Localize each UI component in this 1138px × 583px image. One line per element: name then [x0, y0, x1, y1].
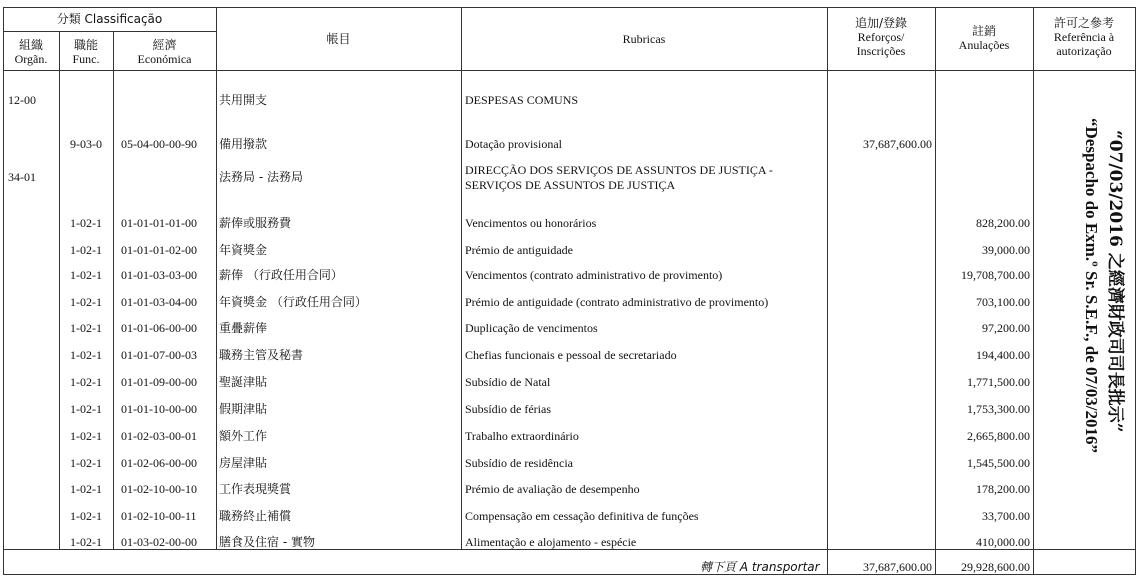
row-func-code: 1-02-1: [70, 375, 102, 389]
row-title-pt: Prémio de avaliação de desempenho: [465, 482, 640, 496]
row-title-cn: 年資獎金 （行政任用合同）: [219, 295, 367, 309]
row-title-cn: 薪俸 （行政任用合同）: [219, 268, 343, 282]
row-title-pt: Vencimentos (contrato administrativo de provimento): [465, 268, 723, 282]
row-title-pt: Subsídio de férias: [465, 402, 551, 416]
col-line-pt: [827, 7, 828, 575]
row-title-pt-line2: SERVIÇOS DE ASSUNTOS DE JUSTIÇA: [465, 178, 676, 192]
row-econ-code: 01-01-01-01-00: [121, 216, 197, 230]
header-reinforcement: 追加/登錄 Reforços/ Inscrições: [854, 16, 908, 58]
row-econ-code: 01-01-03-03-00: [121, 268, 197, 282]
row-title-pt: DESPESAS COMUNS: [465, 93, 579, 107]
col-line-left: [3, 7, 4, 575]
rule-header-bottom: [3, 70, 1136, 71]
row-title-pt: Alimentação e alojamento - espécie: [465, 535, 637, 549]
authorization-line1: “07/03/2016 之經濟財政司司長批示”: [1105, 130, 1125, 433]
row-title-cn: 假期津貼: [219, 402, 268, 416]
header-reference: 許可之參考 Referência à autorização: [1053, 16, 1115, 58]
row-title-cn: 膳食及住宿 - 實物: [219, 535, 315, 549]
row-econ-code: 01-03-02-00-00: [121, 535, 197, 549]
row-organ-code: 12-00: [8, 93, 36, 107]
row-title-cn: 房屋津貼: [219, 456, 268, 470]
carry-forward-label: 轉下頁 A transportar: [700, 560, 820, 574]
row-title-cn: 職務主管及秘書: [219, 348, 304, 362]
row-title-cn: 法務局 - 法務局: [219, 170, 303, 184]
row-econ-code: 01-01-03-04-00: [121, 295, 197, 309]
row-func-code: 1-02-1: [70, 402, 102, 416]
row-title-pt: DIRECÇÃO DOS SERVIÇOS DE ASSUNTOS DE JUSTIÇA -: [465, 163, 773, 177]
row-title-pt: Trabalho extraordinário: [465, 429, 579, 443]
col-line-anul: [1033, 7, 1034, 575]
row-econ-code: 01-01-10-00-00: [121, 402, 197, 416]
header-func: 職能 Func.: [72, 38, 100, 66]
row-func-code: 1-02-1: [70, 295, 102, 309]
authorization-note: [1040, 100, 1135, 540]
row-func-code: 1-02-1: [70, 535, 102, 549]
row-econ-code: 01-01-07-00-03: [121, 348, 197, 362]
row-title-cn: 重疊薪俸: [219, 321, 268, 335]
row-title-cn: 年資獎金: [219, 243, 268, 257]
row-organ-code: 34-01: [8, 170, 36, 184]
row-func-code: 1-02-1: [70, 509, 102, 523]
row-cancellation: 39,000.00: [982, 243, 1030, 257]
row-func-code: 1-02-1: [70, 456, 102, 470]
authorization-text: [1040, 100, 1135, 540]
header-organ: 組織 Orgãn.: [14, 38, 48, 66]
col-line-func: [113, 31, 114, 549]
rule-bottom: [3, 574, 1136, 575]
rule-body-bottom: [3, 549, 1136, 550]
row-econ-code: 01-02-10-00-11: [121, 509, 197, 523]
total-cancellation: 29,928,600.00: [961, 560, 1030, 574]
row-cancellation: 703,100.00: [976, 295, 1030, 309]
row-cancellation: 97,200.00: [982, 321, 1030, 335]
row-title-cn: 工作表現獎賞: [219, 482, 292, 496]
header-econ: 經濟 Económica: [137, 38, 192, 66]
row-cancellation: 828,200.00: [976, 216, 1030, 230]
row-title-pt: Subsídio de residência: [465, 456, 573, 470]
row-econ-code: 01-02-03-00-01: [121, 429, 197, 443]
row-cancellation: 194,400.00: [976, 348, 1030, 362]
row-title-pt: Chefias funcionais e pessoal de secretariado: [465, 348, 677, 362]
col-line-right: [1135, 7, 1136, 575]
row-func-code: 1-02-1: [70, 482, 102, 496]
rule-top: [3, 7, 1136, 8]
row-reinforcement: 37,687,600.00: [863, 137, 932, 151]
row-title-cn: 額外工作: [219, 429, 268, 443]
row-cancellation: 178,200.00: [976, 482, 1030, 496]
row-func-code: 1-02-1: [70, 216, 102, 230]
row-func-code: 1-02-1: [70, 321, 102, 335]
row-cancellation: 410,000.00: [976, 535, 1030, 549]
row-func-code: 1-02-1: [70, 243, 102, 257]
row-cancellation: 1,771,500.00: [967, 375, 1030, 389]
row-econ-code: 01-02-10-00-10: [121, 482, 197, 496]
row-econ-code: 01-02-06-00-00: [121, 456, 197, 470]
row-title-cn: 備用撥款: [219, 137, 268, 151]
row-title-cn: 職務終止補償: [219, 509, 292, 523]
header-cancellation: 註銷 Anulações: [958, 24, 1010, 52]
col-line-econ: [216, 7, 217, 549]
row-econ-code: 05-04-00-00-90: [121, 137, 197, 151]
col-line-organ: [59, 31, 60, 549]
row-econ-code: 01-01-06-00-00: [121, 321, 197, 335]
col-line-cn: [461, 7, 462, 549]
row-cancellation: 1,753,300.00: [967, 402, 1030, 416]
row-func-code: 9-03-0: [70, 137, 102, 151]
row-func-code: 1-02-1: [70, 429, 102, 443]
rule-classification: [3, 31, 216, 32]
row-cancellation: 2,665,800.00: [967, 429, 1030, 443]
row-title-cn: 共用開支: [219, 93, 268, 107]
row-title-pt: Dotação provisional: [465, 137, 562, 151]
row-cancellation: 1,545,500.00: [967, 456, 1030, 470]
row-title-pt: Prémio de antiguidade (contrato administrativo de provimento): [465, 295, 769, 309]
header-classification: 分類 Classificação: [56, 12, 163, 26]
authorization-line2: “Despacho do Exm.º Sr. S.E.F., de 07/03/2016”: [1082, 118, 1101, 453]
row-title-pt: Duplicação de vencimentos: [465, 321, 598, 335]
row-title-pt: Prémio de antiguidade: [465, 243, 573, 257]
row-title-pt: Compensação em cessação definitiva de funções: [465, 509, 699, 523]
header-rubricas: Rubricas: [622, 32, 666, 46]
row-title-cn: 聖誕津貼: [219, 375, 268, 389]
total-reinforcement: 37,687,600.00: [863, 560, 932, 574]
row-func-code: 1-02-1: [70, 268, 102, 282]
row-cancellation: 33,700.00: [982, 509, 1030, 523]
row-title-pt: Subsídio de Natal: [465, 375, 551, 389]
row-title-cn: 薪俸或服務費: [219, 216, 292, 230]
row-cancellation: 19,708,700.00: [961, 268, 1030, 282]
row-title-pt: Vencimentos ou honorários: [465, 216, 597, 230]
row-func-code: 1-02-1: [70, 348, 102, 362]
row-econ-code: 01-01-09-00-00: [121, 375, 197, 389]
row-econ-code: 01-01-01-02-00: [121, 243, 197, 257]
header-account-cn: 帳目: [326, 32, 351, 46]
